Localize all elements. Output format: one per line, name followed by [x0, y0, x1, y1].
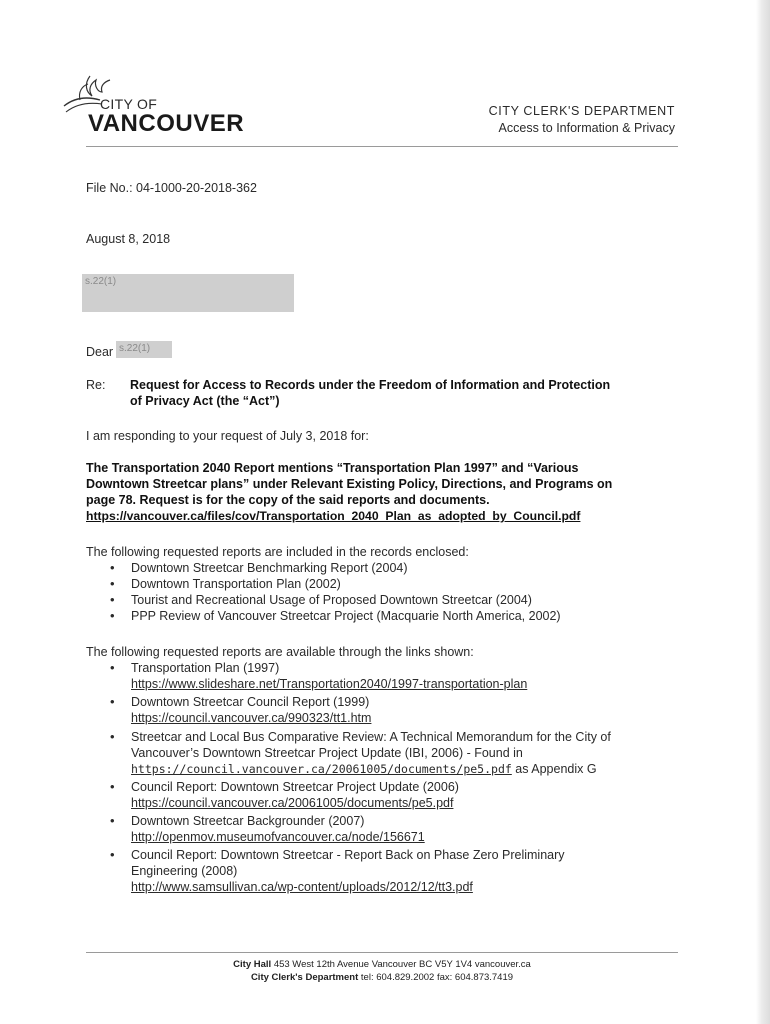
- redacted-address: [82, 274, 294, 312]
- footer-line-1: [86, 958, 678, 971]
- scan-edge-shadow: [756, 0, 770, 1024]
- department-block: [489, 103, 675, 137]
- redaction-label: s.22(1): [85, 276, 117, 287]
- enclosed-intro: The following requested reports are included in the records enclosed:: [86, 545, 469, 559]
- link-item-title: • Council Report: Downtown Streetcar - Report Back on Phase Zero Preliminary: [131, 848, 565, 862]
- salutation: Dear: [86, 345, 114, 359]
- links-intro: The following requested reports are available through the links shown:: [86, 645, 474, 659]
- link-item-title: • Downtown Streetcar Backgrounder (2007): [131, 814, 365, 828]
- header-rule: [86, 146, 678, 147]
- link-item-title: • Downtown Streetcar Council Report (1999): [131, 695, 370, 709]
- department-name: CITY CLERK'S DEPARTMENT: [488, 104, 675, 118]
- list-item: • Downtown Streetcar Benchmarking Report (2004): [86, 560, 561, 576]
- link-item-title: • Streetcar and Local Bus Comparative Review: A Technical Memorandum for the City of: [131, 730, 611, 744]
- file-number: File No.: 04-1000-20-2018-362: [86, 181, 257, 195]
- link-item-url[interactable]: http://www.samsullivan.ca/wp-content/uploads/2012/12/tt3.pdf: [131, 880, 473, 894]
- request-line-3: page 78. Request is for the copy of the said reports and documents.: [86, 493, 490, 507]
- link-item-suffix: as Appendix G: [511, 762, 597, 776]
- request-line-2: Downtown Streetcar plans” under Relevant Existing Policy, Directions, and Programs on: [86, 477, 613, 491]
- city-logo: [60, 70, 260, 140]
- link-item-url[interactable]: https://council.vancouver.ca/990323/tt1.htm: [131, 711, 372, 725]
- redacted-name: [116, 341, 172, 358]
- list-item: [86, 660, 611, 692]
- links-list: [86, 660, 611, 895]
- list-item: • PPP Review of Vancouver Streetcar Project (Macquarie North America, 2002): [86, 608, 561, 624]
- enclosed-list: [86, 560, 561, 624]
- list-item: • Tourist and Recreational Usage of Proposed Downtown Streetcar (2004): [86, 592, 561, 608]
- list-item: [86, 779, 611, 811]
- re-label: Re:: [86, 378, 106, 392]
- link-item-title-cont: Vancouver’s Downtown Streetcar Project Update (IBI, 2006) - Found in: [131, 746, 523, 760]
- list-item: [86, 847, 611, 895]
- link-item-url-row: [131, 761, 611, 777]
- footer-text: tel: 604.829.2002 fax: 604.873.7419: [360, 972, 514, 983]
- link-item-url[interactable]: https://www.slideshare.net/Transportation2040/1997-transportation-plan: [131, 677, 528, 691]
- division-name: Access to Information & Privacy: [498, 121, 675, 135]
- footer-label: City Clerk's Department: [250, 972, 359, 983]
- footer-rule: [86, 952, 678, 953]
- request-link[interactable]: https://vancouver.ca/files/cov/Transportation_2040_Plan_as_adopted_by_Council.pdf: [86, 509, 581, 523]
- link-item-url[interactable]: https://council.vancouver.ca/20061005/documents/pe5.pdf: [131, 796, 454, 810]
- logo-city-of: CITY OF: [100, 96, 158, 112]
- list-item: [86, 813, 611, 845]
- link-item-title: • Transportation Plan (1997): [131, 661, 280, 675]
- list-item: • Downtown Transportation Plan (2002): [86, 576, 561, 592]
- intro-paragraph: I am responding to your request of July 3, 2018 for:: [86, 429, 369, 443]
- list-item: [86, 729, 611, 777]
- footer-text: 453 West 12th Avenue Vancouver BC V5Y 1V4 vancouver.ca: [273, 959, 531, 970]
- request-line-1: The Transportation 2040 Report mentions “Transportation Plan 1997” and “Various: [86, 461, 579, 475]
- link-item-url[interactable]: https://council.vancouver.ca/20061005/documents/pe5.pdf: [131, 762, 512, 776]
- link-item-title: • Council Report: Downtown Streetcar Project Update (2006): [131, 780, 459, 794]
- footer-line-2: [86, 971, 678, 984]
- letter-date: August 8, 2018: [86, 232, 171, 246]
- redaction-label: s.22(1): [119, 343, 151, 354]
- re-subject-line-2: of Privacy Act (the “Act”): [130, 394, 280, 408]
- logo-city-name: VANCOUVER: [88, 110, 245, 137]
- re-subject-line-1: Request for Access to Records under the Freedom of Information and Protection: [130, 378, 611, 392]
- footer-label: City Hall: [233, 959, 272, 970]
- link-item-title-cont: Engineering (2008): [131, 864, 238, 878]
- list-item: [86, 694, 611, 726]
- link-item-url[interactable]: http://openmov.museumofvancouver.ca/node/156671: [131, 830, 425, 844]
